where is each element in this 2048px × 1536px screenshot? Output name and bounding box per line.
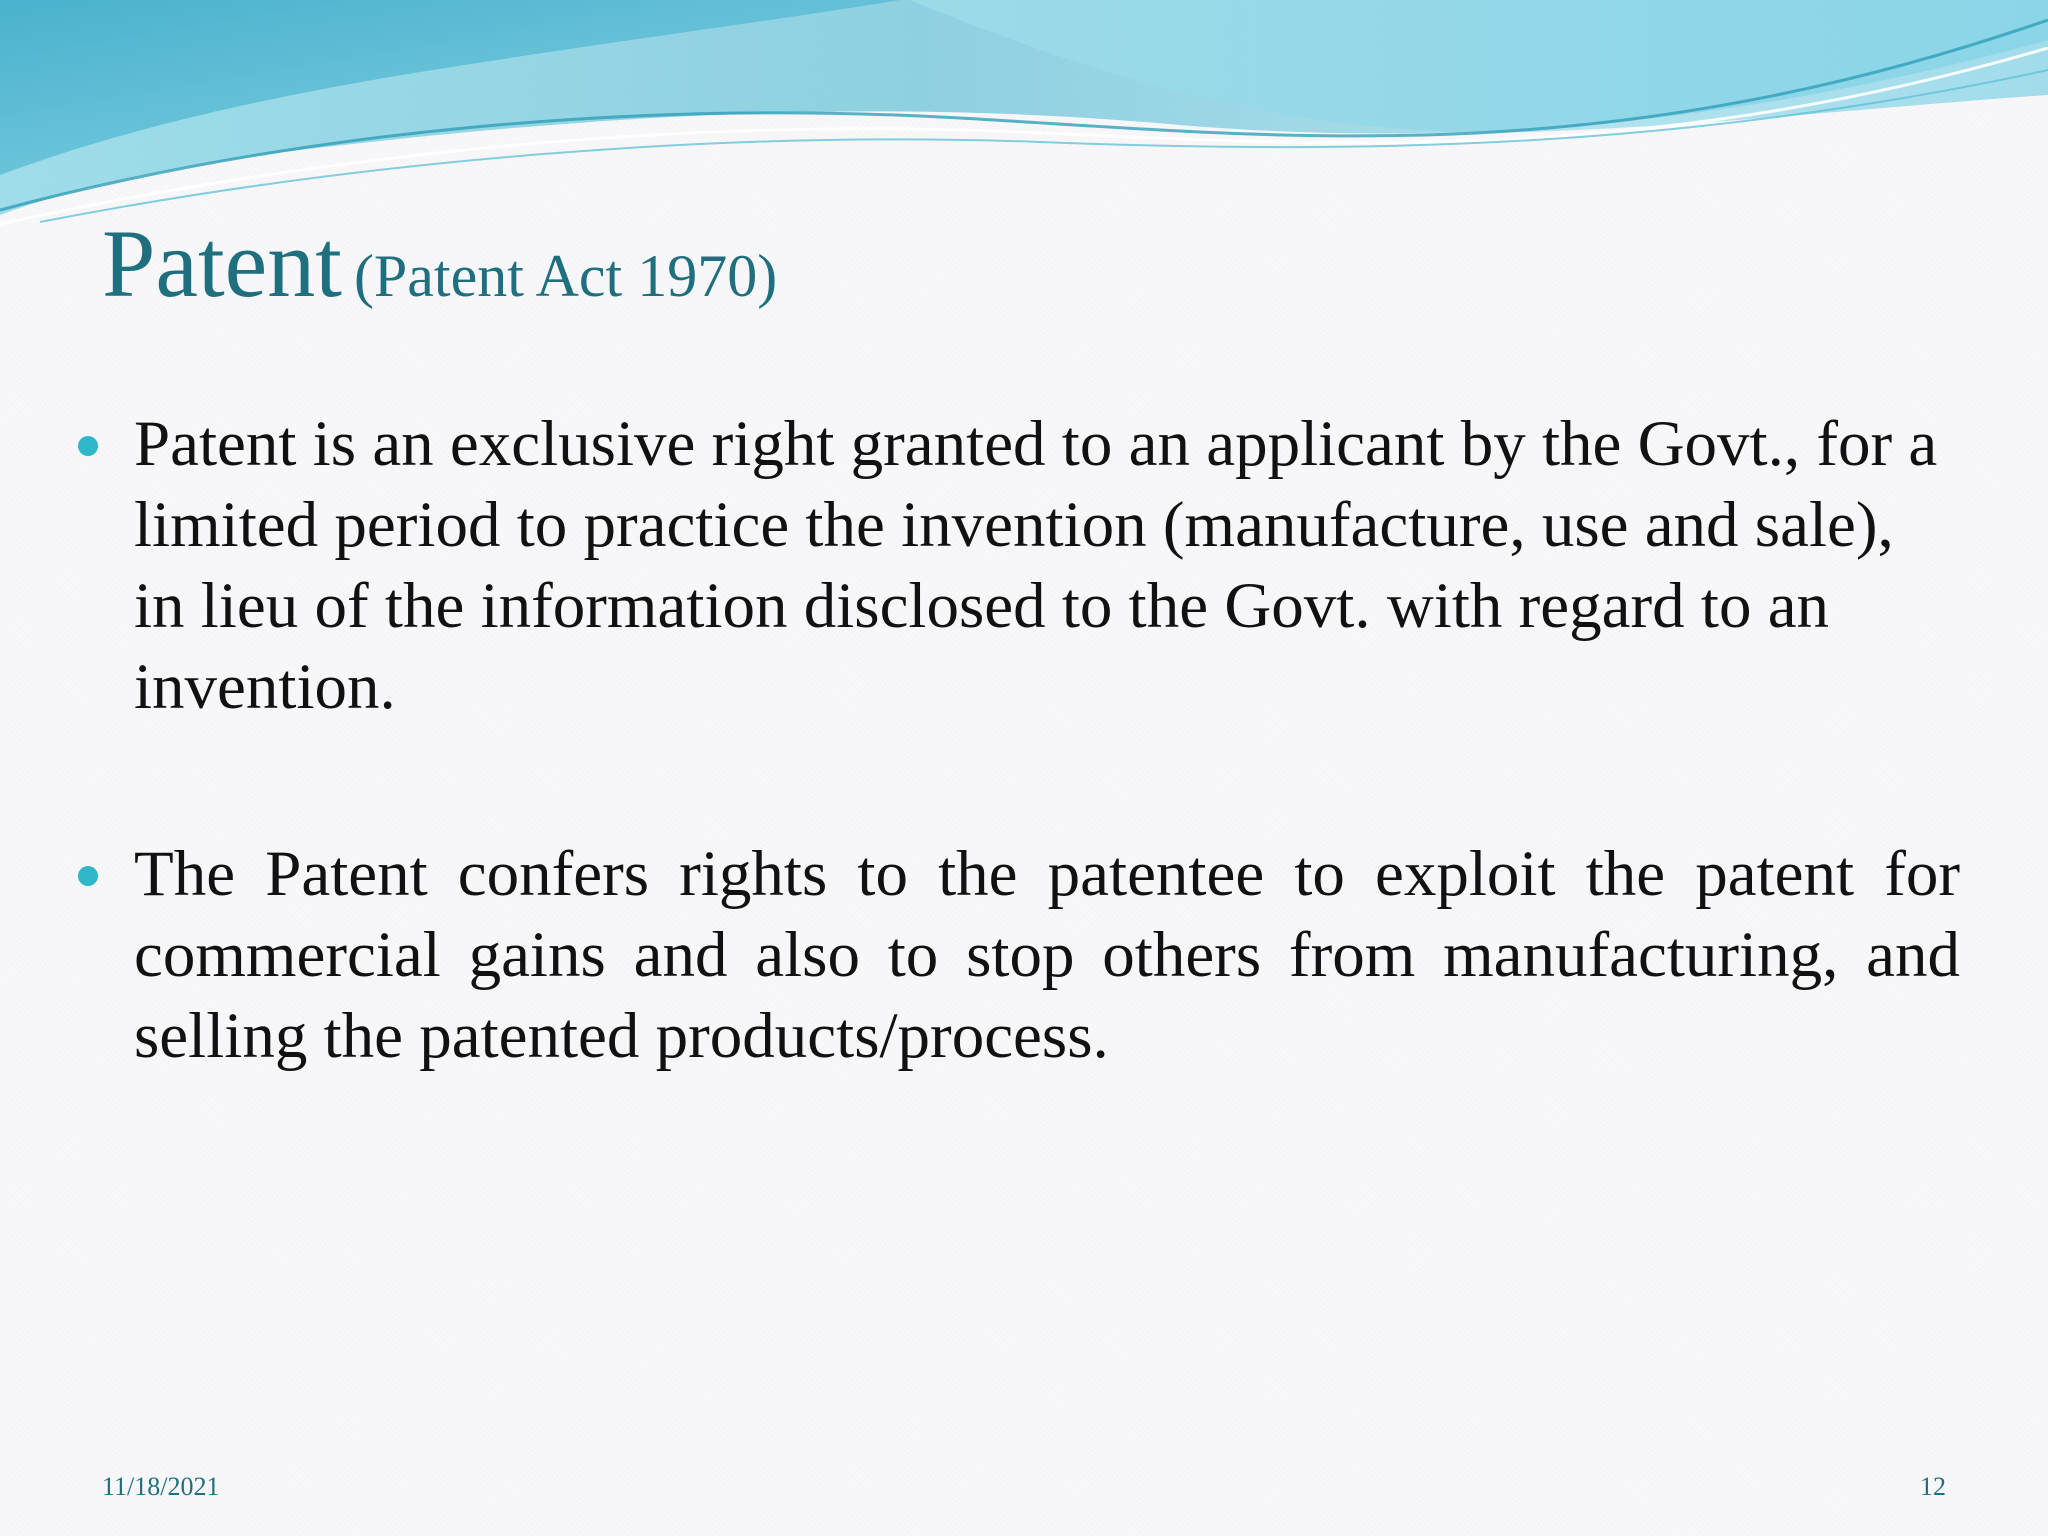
footer-date: 11/18/2021 <box>102 1472 220 1501</box>
bullet-item <box>70 834 1960 1077</box>
title-subtitle: (Patent Act 1970) <box>353 243 778 309</box>
bullet-text: The Patent confers rights to the patentee to exploit the patent for commercial gains and also to stop others from manufacturing, and selling the patented products/process. <box>134 838 1960 1072</box>
bullet-list <box>70 404 1960 1077</box>
bullet-dot-icon <box>78 866 98 886</box>
header-wave-decoration <box>0 0 2048 240</box>
bullet-text: Patent is an exclusive right granted to an applicant by the Govt., for a limited period to practice the invention (manufacture, use and sale), in lieu of the information disclosed to the Govt. with regard to an invention. <box>134 408 1938 723</box>
bullet-dot-icon <box>78 436 98 456</box>
slide-number: 12 <box>1920 1472 1946 1501</box>
slide-title <box>102 208 777 319</box>
title-main: Patent <box>102 210 342 317</box>
bullet-item <box>70 404 1960 728</box>
